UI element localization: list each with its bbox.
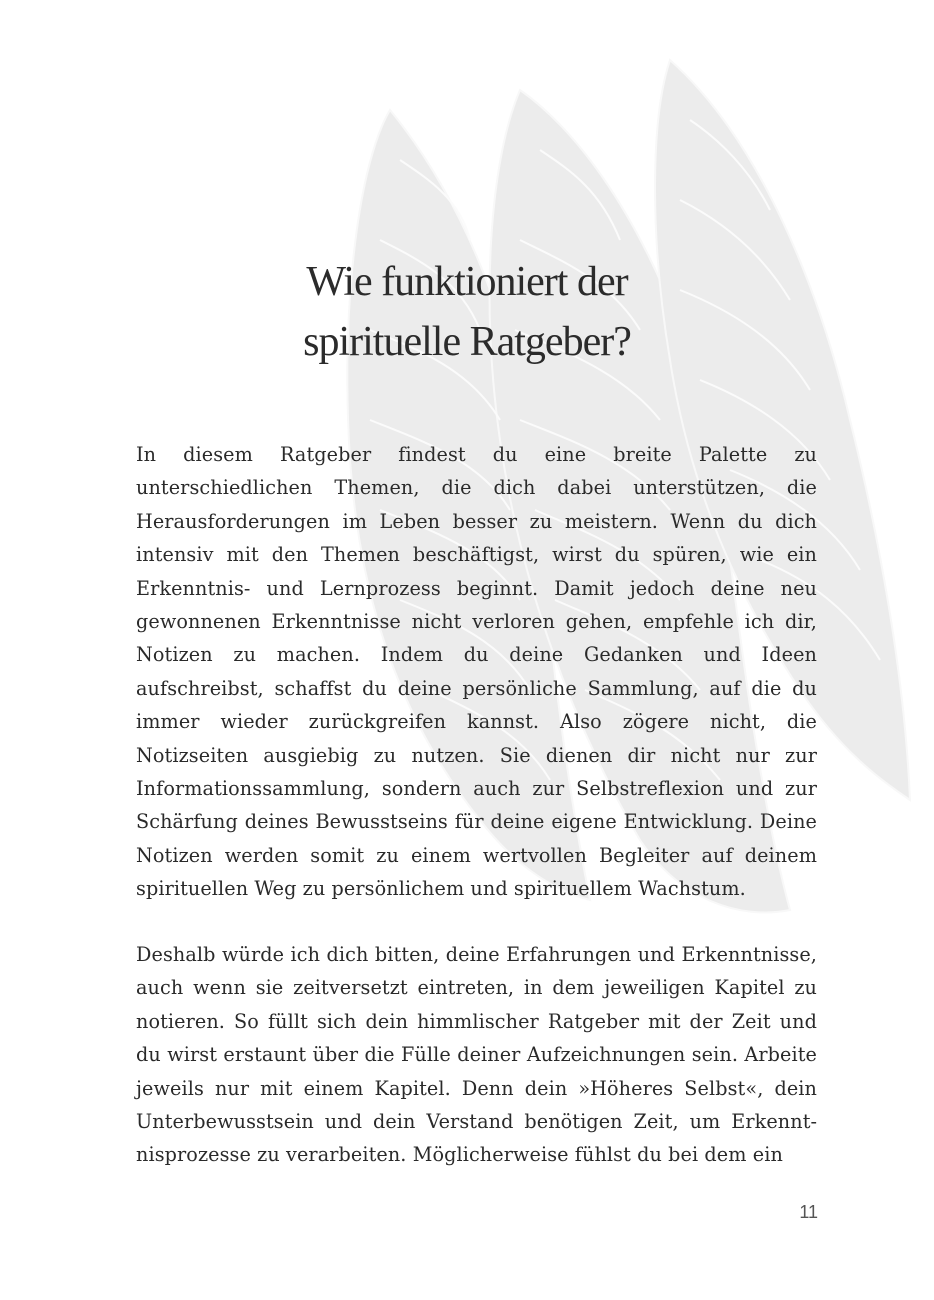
page-title-line-2: spirituelle Ratgeber?: [303, 319, 631, 365]
page-title: [0, 252, 934, 372]
body-paragraph-1: In diesem Ratgeber findest du eine breite Palette zu unterschiedlichen Themen, die dich dabei unterstützen, die Herausforderungen im Leben besser zu meistern. Wenn du dich intensiv mit den Themen beschäftigst, wirst du spüren, wie ein Erkenntnis- und Lernprozess beginnt. Damit jedoch deine neu gewonnenen Erkenntnisse nicht verloren gehen, empfehle ich dir, Notizen zu machen. Indem du deine Gedanken und Ideen aufschreibst, schaffst du deine persönliche Sammlung, auf die du immer wieder zurückgreifen kannst. Also zögere nicht, die Notizseiten ausgiebig zu nutzen. Sie dienen dir nicht nur zur Informationssammlung, sondern auch zur Selbstreflexion und zur Schärfung deines Bewusstseins für deine eigene Entwicklung. Deine Notizen werden somit zu einem wertvollen Begleiter auf deinem spirituellen Weg zu persönlichem und spirituellem Wachstum.: [136, 443, 817, 901]
body-paragraph-2: Deshalb würde ich dich bitten, deine Erfahrungen und Erkenntnisse, auch wenn sie zeitversetzt eintreten, in dem jeweiligen Kapitel zu notieren. So füllt sich dein himmlischer Ratgeber mit der Zeit und du wirst erstaunt über die Fülle deiner Aufzeichnungen sein. Arbeite jeweils nur mit einem Kapitel. Denn dein »Höheres Selbst«, dein Unterbewusstsein und dein Verstand benötigen Zeit, um Erkenntnisprozesse zu verarbeiten. Möglicherweise fühlst du bei dem ein: [136, 943, 817, 1167]
page-number: 11: [799, 1202, 818, 1222]
page-title-line-1: Wie funktioniert der: [306, 259, 628, 305]
